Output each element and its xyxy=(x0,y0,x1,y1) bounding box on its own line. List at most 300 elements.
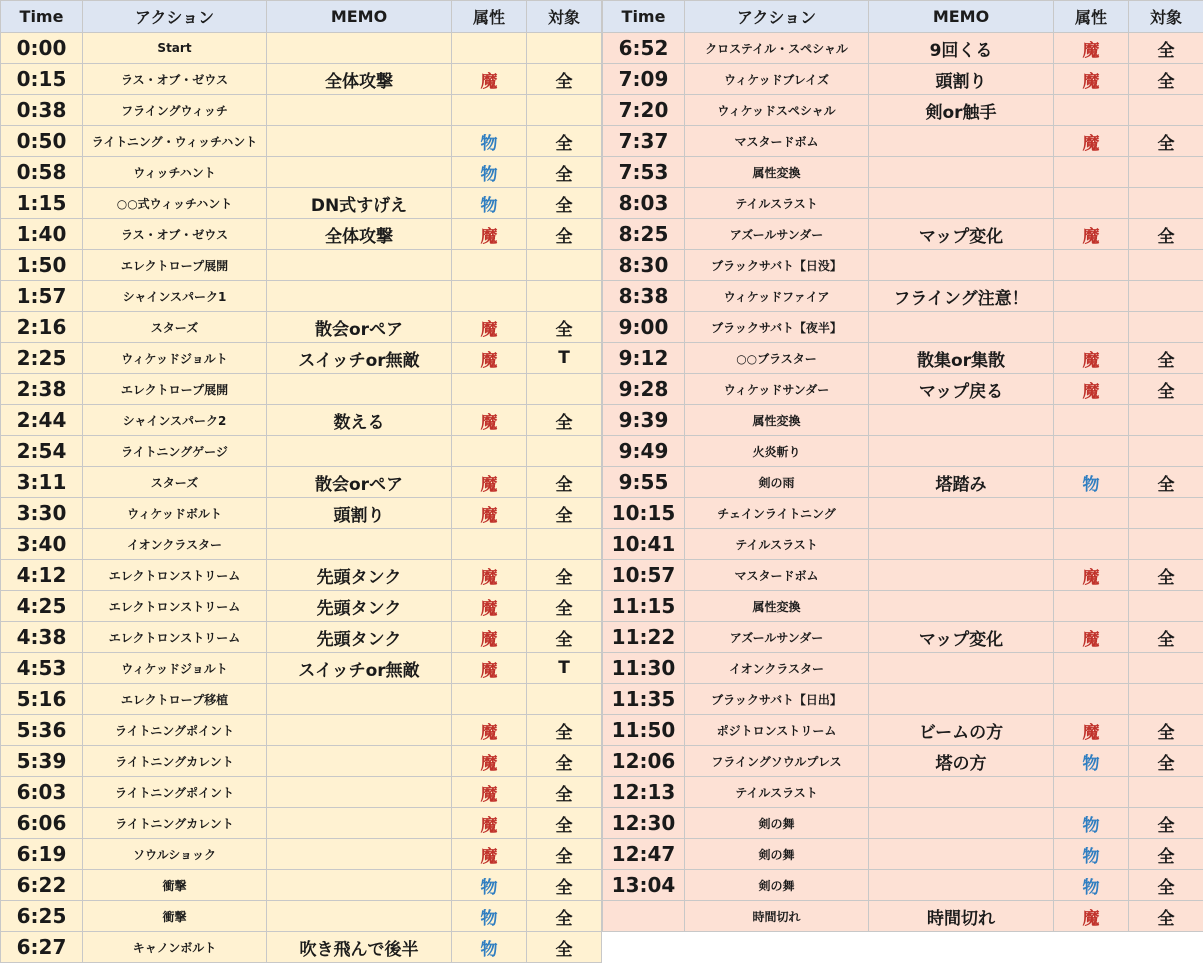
attribute-cell xyxy=(1054,591,1129,622)
attribute-cell xyxy=(452,436,527,467)
header-time: Time xyxy=(603,1,685,33)
table-row xyxy=(1,715,602,746)
time-cell: 4:12 xyxy=(1,560,83,591)
attribute-cell xyxy=(1054,188,1129,219)
table-row xyxy=(1,467,602,498)
table-row xyxy=(603,777,1203,808)
memo-cell xyxy=(267,529,452,560)
memo-cell: マップ変化 xyxy=(869,622,1054,653)
time-cell: 3:30 xyxy=(1,498,83,529)
target-cell: 全 xyxy=(1129,126,1203,157)
target-cell xyxy=(1129,250,1203,281)
table-row xyxy=(1,529,602,560)
attribute-cell: 魔 xyxy=(452,312,527,343)
time-cell: 0:15 xyxy=(1,64,83,95)
action-cell: ウィッチハント xyxy=(83,157,267,188)
target-cell xyxy=(1129,281,1203,312)
time-cell: 1:40 xyxy=(1,219,83,250)
action-cell: スターズ xyxy=(83,467,267,498)
table-row xyxy=(1,436,602,467)
memo-cell: 先頭タンク xyxy=(267,591,452,622)
action-cell: ウィケッドジョルト xyxy=(83,653,267,684)
time-cell: 2:16 xyxy=(1,312,83,343)
target-cell xyxy=(1129,95,1203,126)
target-cell xyxy=(1129,529,1203,560)
action-cell: 属性変換 xyxy=(685,591,869,622)
action-cell: エレクトロープ展開 xyxy=(83,250,267,281)
table-row xyxy=(603,95,1203,126)
action-cell: マスタードボム xyxy=(685,560,869,591)
header-attr: 属性 xyxy=(1054,1,1129,33)
attribute-cell: 魔 xyxy=(452,746,527,777)
attribute-cell xyxy=(452,250,527,281)
table-row xyxy=(1,250,602,281)
attribute-cell: 物 xyxy=(452,870,527,901)
target-cell: 全 xyxy=(1129,374,1203,405)
memo-cell xyxy=(869,312,1054,343)
table-row xyxy=(1,33,602,64)
time-cell: 7:09 xyxy=(603,64,685,95)
attribute-cell: 魔 xyxy=(1054,901,1129,932)
action-cell: アズールサンダー xyxy=(685,219,869,250)
time-cell: 10:41 xyxy=(603,529,685,560)
action-cell: ライトニングポイント xyxy=(83,715,267,746)
time-cell: 8:30 xyxy=(603,250,685,281)
attribute-cell: 物 xyxy=(1054,870,1129,901)
action-cell: エレクトロンストリーム xyxy=(83,560,267,591)
time-cell: 6:22 xyxy=(1,870,83,901)
target-cell: 全 xyxy=(527,746,602,777)
target-cell: T xyxy=(527,653,602,684)
target-cell: 全 xyxy=(527,188,602,219)
table-row xyxy=(1,808,602,839)
attribute-cell xyxy=(452,281,527,312)
timeline-body-left xyxy=(1,33,602,963)
time-cell: 1:50 xyxy=(1,250,83,281)
attribute-cell: 物 xyxy=(452,126,527,157)
attribute-cell: 魔 xyxy=(1054,33,1129,64)
target-cell xyxy=(1129,653,1203,684)
attribute-cell xyxy=(452,684,527,715)
memo-cell xyxy=(869,808,1054,839)
header-memo: MEMO xyxy=(869,1,1054,33)
memo-cell xyxy=(869,126,1054,157)
table-row xyxy=(603,653,1203,684)
action-cell: フライングウィッチ xyxy=(83,95,267,126)
time-cell: 5:36 xyxy=(1,715,83,746)
memo-cell: 頭割り xyxy=(869,64,1054,95)
target-cell: 全 xyxy=(527,622,602,653)
memo-cell xyxy=(267,715,452,746)
table-row xyxy=(1,839,602,870)
action-cell: キャノンボルト xyxy=(83,932,267,963)
target-cell: 全 xyxy=(1129,560,1203,591)
action-cell: エレクトロンストリーム xyxy=(83,622,267,653)
target-cell xyxy=(527,684,602,715)
target-cell: 全 xyxy=(527,715,602,746)
target-cell: 全 xyxy=(527,126,602,157)
attribute-cell: 物 xyxy=(1054,839,1129,870)
header-row xyxy=(1,1,602,33)
table-row xyxy=(603,560,1203,591)
memo-cell: スイッチor無敵 xyxy=(267,653,452,684)
table-row xyxy=(603,839,1203,870)
action-cell: チェインライトニング xyxy=(685,498,869,529)
memo-cell: 頭割り xyxy=(267,498,452,529)
table-row xyxy=(603,808,1203,839)
table-row xyxy=(603,281,1203,312)
memo-cell xyxy=(267,436,452,467)
header-row xyxy=(603,1,1203,33)
table-row xyxy=(603,219,1203,250)
target-cell: 全 xyxy=(527,932,602,963)
attribute-cell: 物 xyxy=(1054,808,1129,839)
memo-cell xyxy=(869,498,1054,529)
memo-cell: 散会orペア xyxy=(267,312,452,343)
time-cell: 6:52 xyxy=(603,33,685,64)
memo-cell: 吹き飛んで後半 xyxy=(267,932,452,963)
attribute-cell: 魔 xyxy=(452,560,527,591)
action-cell: ライトニング・ウィッチハント xyxy=(83,126,267,157)
table-row xyxy=(603,901,1203,932)
table-row xyxy=(1,653,602,684)
table-row xyxy=(1,777,602,808)
table-row xyxy=(603,529,1203,560)
header-target: 対象 xyxy=(1129,1,1203,33)
action-cell: エレクトロープ移植 xyxy=(83,684,267,715)
attribute-cell xyxy=(1054,653,1129,684)
timeline-body-right xyxy=(603,33,1203,932)
memo-cell: 散会orペア xyxy=(267,467,452,498)
table-row xyxy=(603,715,1203,746)
attribute-cell: 魔 xyxy=(452,622,527,653)
memo-cell: 先頭タンク xyxy=(267,560,452,591)
table-row xyxy=(603,746,1203,777)
action-cell: ライトニングポイント xyxy=(83,777,267,808)
attribute-cell: 魔 xyxy=(452,777,527,808)
target-cell xyxy=(1129,188,1203,219)
action-cell: スターズ xyxy=(83,312,267,343)
table-row xyxy=(1,498,602,529)
attribute-cell xyxy=(1054,498,1129,529)
action-cell: シャインスパーク2 xyxy=(83,405,267,436)
target-cell: T xyxy=(527,343,602,374)
target-cell xyxy=(1129,684,1203,715)
memo-cell: フライング注意！ xyxy=(869,281,1054,312)
attribute-cell: 物 xyxy=(452,932,527,963)
target-cell: 全 xyxy=(527,64,602,95)
memo-cell xyxy=(869,777,1054,808)
target-cell: 全 xyxy=(1129,622,1203,653)
attribute-cell xyxy=(452,33,527,64)
attribute-cell xyxy=(1054,157,1129,188)
time-cell: 8:25 xyxy=(603,219,685,250)
action-cell: ブラックサバト【日没】 xyxy=(685,250,869,281)
target-cell: 全 xyxy=(527,591,602,622)
attribute-cell: 魔 xyxy=(1054,374,1129,405)
attribute-cell xyxy=(1054,529,1129,560)
attribute-cell: 魔 xyxy=(1054,219,1129,250)
table-row xyxy=(603,374,1203,405)
time-cell: 1:15 xyxy=(1,188,83,219)
action-cell: Start xyxy=(83,33,267,64)
memo-cell xyxy=(869,529,1054,560)
target-cell: 全 xyxy=(1129,64,1203,95)
attribute-cell xyxy=(1054,436,1129,467)
table-row xyxy=(603,343,1203,374)
memo-cell: 全体攻撃 xyxy=(267,219,452,250)
attribute-cell: 魔 xyxy=(452,715,527,746)
table-row xyxy=(1,560,602,591)
table-row xyxy=(1,188,602,219)
memo-cell xyxy=(267,126,452,157)
time-cell: 13:04 xyxy=(603,870,685,901)
table-row xyxy=(1,901,602,932)
target-cell: 全 xyxy=(527,219,602,250)
table-row xyxy=(1,374,602,405)
action-cell: フライングソウルプレス xyxy=(685,746,869,777)
table-row xyxy=(603,870,1203,901)
attribute-cell: 魔 xyxy=(452,808,527,839)
attribute-cell xyxy=(1054,281,1129,312)
time-cell: 0:38 xyxy=(1,95,83,126)
time-cell: 12:13 xyxy=(603,777,685,808)
action-cell: ○○式ウィッチハント xyxy=(83,188,267,219)
memo-cell xyxy=(869,839,1054,870)
target-cell xyxy=(1129,157,1203,188)
table-row xyxy=(1,405,602,436)
action-cell: テイルスラスト xyxy=(685,529,869,560)
target-cell xyxy=(527,250,602,281)
time-cell: 9:49 xyxy=(603,436,685,467)
memo-cell xyxy=(869,250,1054,281)
memo-cell: マップ変化 xyxy=(869,219,1054,250)
attribute-cell: 魔 xyxy=(1054,126,1129,157)
action-cell: ブラックサバト【日出】 xyxy=(685,684,869,715)
target-cell: 全 xyxy=(1129,343,1203,374)
attribute-cell: 魔 xyxy=(1054,560,1129,591)
target-cell: 全 xyxy=(527,467,602,498)
header-time: Time xyxy=(1,1,83,33)
target-cell: 全 xyxy=(527,777,602,808)
action-cell: ラス・オブ・ゼウス xyxy=(83,64,267,95)
table-row xyxy=(1,684,602,715)
action-cell: ○○ブラスター xyxy=(685,343,869,374)
table-row xyxy=(1,219,602,250)
action-cell: 衝撃 xyxy=(83,901,267,932)
time-cell: 5:16 xyxy=(1,684,83,715)
target-cell: 全 xyxy=(1129,33,1203,64)
memo-cell: スイッチor無敵 xyxy=(267,343,452,374)
attribute-cell: 魔 xyxy=(1054,343,1129,374)
table-row xyxy=(1,746,602,777)
target-cell: 全 xyxy=(527,157,602,188)
header-memo: MEMO xyxy=(267,1,452,33)
action-cell: 剣の舞 xyxy=(685,839,869,870)
attribute-cell xyxy=(452,374,527,405)
action-cell: 剣の舞 xyxy=(685,808,869,839)
target-cell: 全 xyxy=(1129,219,1203,250)
target-cell: 全 xyxy=(527,870,602,901)
table-row xyxy=(603,622,1203,653)
target-cell: 全 xyxy=(1129,715,1203,746)
memo-cell: 塔踏み xyxy=(869,467,1054,498)
time-cell: 0:58 xyxy=(1,157,83,188)
time-cell: 12:47 xyxy=(603,839,685,870)
attribute-cell xyxy=(1054,250,1129,281)
memo-cell xyxy=(267,777,452,808)
attribute-cell: 魔 xyxy=(452,498,527,529)
target-cell: 全 xyxy=(1129,746,1203,777)
memo-cell: 剣or触手 xyxy=(869,95,1054,126)
memo-cell xyxy=(267,870,452,901)
table-row xyxy=(1,343,602,374)
action-cell: シャインスパーク1 xyxy=(83,281,267,312)
memo-cell: 塔の方 xyxy=(869,746,1054,777)
target-cell: 全 xyxy=(1129,808,1203,839)
table-row xyxy=(603,684,1203,715)
memo-cell xyxy=(267,684,452,715)
target-cell: 全 xyxy=(527,808,602,839)
time-cell: 4:25 xyxy=(1,591,83,622)
action-cell: アズールサンダー xyxy=(685,622,869,653)
time-cell: 6:25 xyxy=(1,901,83,932)
memo-cell xyxy=(869,870,1054,901)
table-row xyxy=(1,312,602,343)
attribute-cell: 魔 xyxy=(452,839,527,870)
action-cell: ソウルショック xyxy=(83,839,267,870)
memo-cell: ビームの方 xyxy=(869,715,1054,746)
table-row xyxy=(1,64,602,95)
attribute-cell xyxy=(452,529,527,560)
attribute-cell: 魔 xyxy=(452,405,527,436)
time-cell: 6:06 xyxy=(1,808,83,839)
table-row xyxy=(603,436,1203,467)
memo-cell xyxy=(869,560,1054,591)
attribute-cell: 魔 xyxy=(1054,64,1129,95)
action-cell: ラス・オブ・ゼウス xyxy=(83,219,267,250)
time-cell: 0:50 xyxy=(1,126,83,157)
attribute-cell: 物 xyxy=(1054,746,1129,777)
time-cell: 6:27 xyxy=(1,932,83,963)
target-cell xyxy=(527,374,602,405)
attribute-cell: 魔 xyxy=(1054,622,1129,653)
time-cell: 7:53 xyxy=(603,157,685,188)
attribute-cell: 物 xyxy=(452,157,527,188)
action-cell: 火炎斬り xyxy=(685,436,869,467)
memo-cell: 9回くる xyxy=(869,33,1054,64)
table-row xyxy=(603,405,1203,436)
memo-cell xyxy=(869,188,1054,219)
action-cell: 時間切れ xyxy=(685,901,869,932)
memo-cell: 数える xyxy=(267,405,452,436)
memo-cell xyxy=(869,684,1054,715)
action-cell: テイルスラスト xyxy=(685,188,869,219)
table-row xyxy=(603,188,1203,219)
action-cell: ウィケッドファイア xyxy=(685,281,869,312)
header-action: アクション xyxy=(83,1,267,33)
action-cell: ウィケッドボルト xyxy=(83,498,267,529)
time-cell: 2:54 xyxy=(1,436,83,467)
action-cell: ウィケッドサンダー xyxy=(685,374,869,405)
target-cell xyxy=(527,33,602,64)
attribute-cell: 魔 xyxy=(452,219,527,250)
action-cell: エレクトロンストリーム xyxy=(83,591,267,622)
time-cell: 2:44 xyxy=(1,405,83,436)
memo-cell xyxy=(267,250,452,281)
time-cell: 12:30 xyxy=(603,808,685,839)
memo-cell xyxy=(869,653,1054,684)
table-row xyxy=(603,157,1203,188)
time-cell: 9:12 xyxy=(603,343,685,374)
target-cell: 全 xyxy=(527,901,602,932)
target-cell xyxy=(1129,436,1203,467)
action-cell: 属性変換 xyxy=(685,157,869,188)
time-cell: 2:38 xyxy=(1,374,83,405)
memo-cell: 先頭タンク xyxy=(267,622,452,653)
table-row xyxy=(603,591,1203,622)
action-cell: ウィケッドブレイズ xyxy=(685,64,869,95)
table-row xyxy=(1,281,602,312)
memo-cell xyxy=(267,374,452,405)
memo-cell xyxy=(869,157,1054,188)
attribute-cell: 物 xyxy=(452,188,527,219)
target-cell: 全 xyxy=(1129,870,1203,901)
time-cell: 4:38 xyxy=(1,622,83,653)
attribute-cell: 魔 xyxy=(452,64,527,95)
time-cell: 8:03 xyxy=(603,188,685,219)
time-cell: 12:06 xyxy=(603,746,685,777)
memo-cell xyxy=(267,95,452,126)
time-cell: 0:00 xyxy=(1,33,83,64)
time-cell: 11:30 xyxy=(603,653,685,684)
target-cell xyxy=(1129,777,1203,808)
action-cell: テイルスラスト xyxy=(685,777,869,808)
memo-cell: マップ戻る xyxy=(869,374,1054,405)
memo-cell xyxy=(267,746,452,777)
action-cell: ライトニングカレント xyxy=(83,808,267,839)
action-cell: マスタードボム xyxy=(685,126,869,157)
attribute-cell xyxy=(1054,312,1129,343)
attribute-cell: 魔 xyxy=(1054,715,1129,746)
action-cell: 衝撃 xyxy=(83,870,267,901)
action-cell: エレクトロープ展開 xyxy=(83,374,267,405)
action-cell: ウィケッドジョルト xyxy=(83,343,267,374)
time-cell: 11:22 xyxy=(603,622,685,653)
action-cell: ライトニングカレント xyxy=(83,746,267,777)
time-cell: 3:40 xyxy=(1,529,83,560)
header-action: アクション xyxy=(685,1,869,33)
target-cell: 全 xyxy=(1129,839,1203,870)
memo-cell xyxy=(869,591,1054,622)
time-cell: 8:38 xyxy=(603,281,685,312)
time-cell: 3:11 xyxy=(1,467,83,498)
target-cell xyxy=(1129,312,1203,343)
action-cell: ブラックサバト【夜半】 xyxy=(685,312,869,343)
table-row xyxy=(1,870,602,901)
table-row xyxy=(603,64,1203,95)
time-cell: 5:39 xyxy=(1,746,83,777)
target-cell xyxy=(527,529,602,560)
table-row xyxy=(603,498,1203,529)
time-cell: 9:55 xyxy=(603,467,685,498)
target-cell: 全 xyxy=(1129,901,1203,932)
action-cell: 剣の舞 xyxy=(685,870,869,901)
time-cell: 4:53 xyxy=(1,653,83,684)
timeline-table-left xyxy=(0,0,602,963)
memo-cell xyxy=(267,157,452,188)
target-cell xyxy=(527,95,602,126)
